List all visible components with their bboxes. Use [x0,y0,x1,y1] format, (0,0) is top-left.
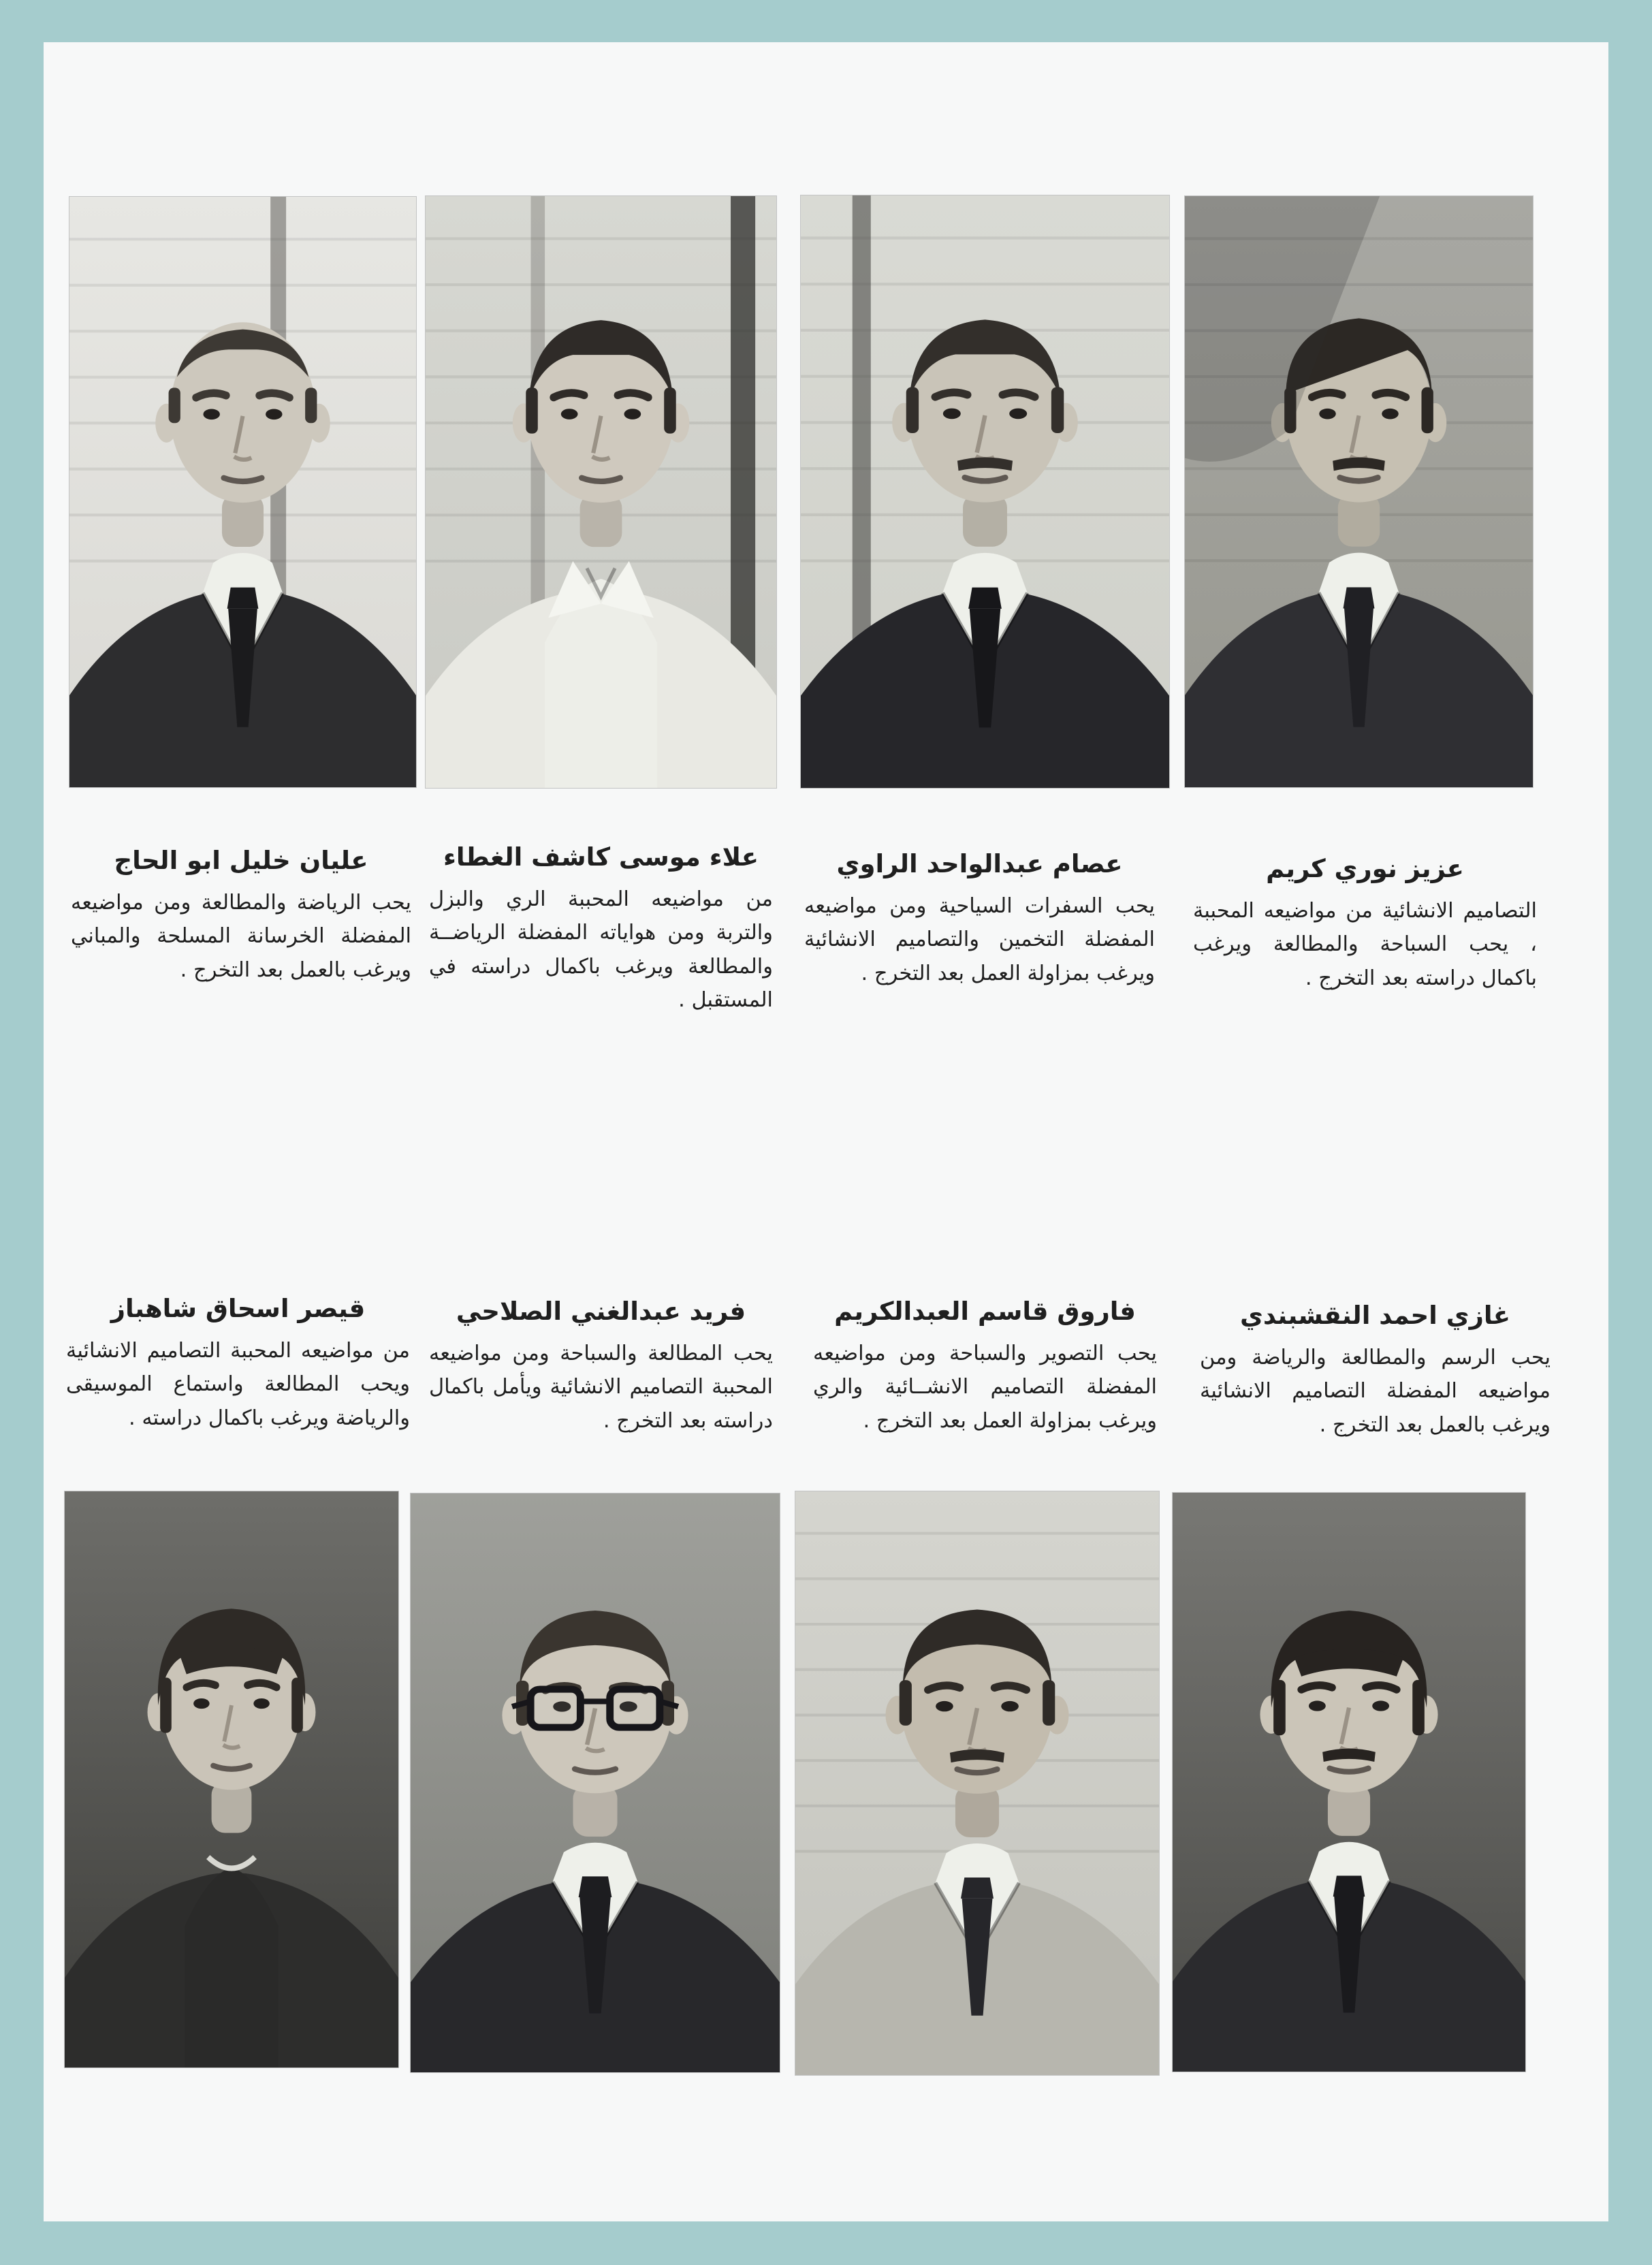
student-name: عصام عبدالواحد الراوي [836,849,1123,878]
student-name: غازي احمد النقشبندي [1239,1301,1511,1330]
portrait-photo [65,1491,398,2068]
student-name: علاء موسى كاشف الغطاء [443,842,759,872]
student-caption [66,1294,410,1435]
student-caption [813,1297,1157,1438]
album-page [44,42,1608,2221]
student-caption [1200,1301,1551,1442]
student-bio: من مواضيعه المحببة الري والبزل والتربة ومن هواياته المفضلة الرياضــة والمطالعة ويرغب باكمال دراسته في المستقبل . [429,887,773,1013]
student-caption [804,849,1155,990]
student-bio: يحب الرسم والمطالعة والرياضة ومن مواضيعه المفضلة التصاميم الانشائية ويرغب بالعمل بعد التخرج . [1200,1346,1551,1437]
student-bio: من مواضيعه المحببة التصاميم الانشائية ويحب المطالعة واستماع الموسيقى والرياضة ويرغب باكمال دراسته . [66,1339,410,1430]
student-caption [429,1297,773,1438]
student-bio: يحب المطالعة والسباحة ومن مواضيعه المحببة التصاميم الانشائية ويأمل باكمال دراسته بعد التخرج . [429,1342,773,1433]
student-caption [71,846,411,987]
student-caption [429,842,773,1017]
student-bio: يحب السفرات السياحية ومن مواضيعه المفضلة التخمين والتصاميم الانشائية ويرغب بمزاولة العمل بعد التخرج . [804,894,1155,985]
portrait-photo [801,195,1169,788]
student-name: قيصر اسحاق شاهباز [110,1294,366,1323]
portrait-photo [1173,1493,1525,2072]
student-name: عزيز نوري كريم [1266,854,1464,883]
portrait-photo [69,197,416,787]
student-bio: يحب الرياضة والمطالعة ومن مواضيعه المفضلة الخرسانة المسلحة والمباني ويرغب بالعمل بعد التخرج . [71,891,411,982]
student-bio: يحب التصوير والسباحة ومن مواضيعه المفضلة التصاميم الانشــائية والري ويرغب بمزاولة العمل بعد التخرج . [813,1342,1157,1433]
portrait-photo [795,1491,1159,2075]
portrait-photo [1185,196,1533,787]
portrait-photo [426,196,776,788]
student-caption [1193,854,1537,995]
student-name: فريد عبدالغني الصلاحي [456,1297,746,1326]
portrait-photo [411,1493,780,2072]
student-bio: التصاميم الانشائية من مواضيعه المحببة ، يحب السباحة والمطالعة ويرغب باكمال دراسته بعد التخرج . [1193,899,1537,990]
student-name: فاروق قاسم العبدالكريم [834,1297,1136,1326]
student-name: عليان خليل ابو الحاج [114,846,368,875]
